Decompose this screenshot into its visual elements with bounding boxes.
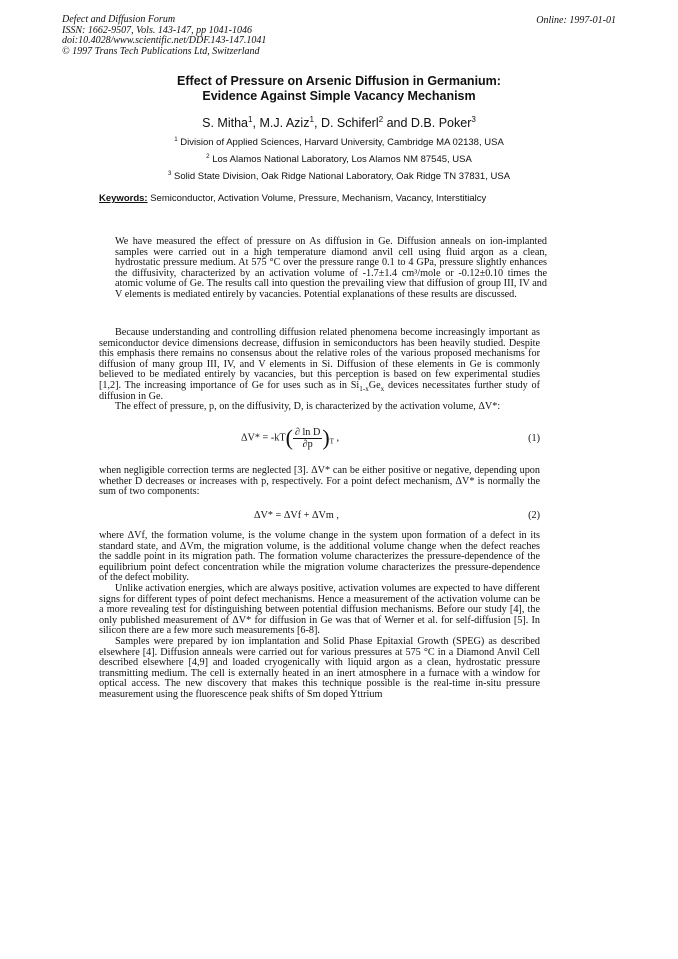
fraction-numerator: ∂ ln D bbox=[294, 426, 321, 438]
author-name: D. Schiferl bbox=[320, 116, 379, 130]
affiliation-number: 3 bbox=[167, 169, 172, 177]
affiliation-3 bbox=[0, 171, 678, 182]
author-separator: , bbox=[252, 116, 260, 130]
copyright-line: © 1997 Trans Tech Publications Ltd, Switzerland bbox=[62, 45, 260, 57]
paragraph-5: Unlike activation energies, which are always positive, activation volumes are expected to have different signs for different types of point defect mechanisms. Hence a measurement of the activation volume can be a more revealing test for distinguishing between potential diffusion mechanisms. Before our study [4], the only published measurement of ΔV* for diffusion in Ge was that of Werner et al. for self-diffusion [5]. In silicon there are a few more such measurements [6-8]. bbox=[99, 582, 540, 637]
title-line-1: Effect of Pressure on Arsenic Diffusion in Germanium: bbox=[177, 74, 501, 88]
author-name: D.B. Poker bbox=[410, 116, 472, 130]
journal-name: Defect and Diffusion Forum bbox=[62, 14, 176, 25]
keywords-text: Semiconductor, Activation Volume, Pressure, Mechanism, Vacancy, Interstitialcy bbox=[150, 193, 487, 204]
left-paren-icon: ( bbox=[285, 425, 293, 450]
remaining-body bbox=[99, 531, 540, 701]
issn-line: ISSN: 1662-9507, Vols. 143-147, pp 1041-1046 bbox=[62, 24, 252, 36]
paragraph-1-text: Because understanding and controlling diffusion related phenomena become increasingly important as semiconductor device dimensions decrease, diffusion in semiconductors has been heavily studied. Despite this emphasis there remains no consensus about the relative roles of the various proposed mechanisms for diffusion of many group III, IV, and V elements in Si. Diffusion of these elements in Ge is commonly believed to be mediated entirely by vacancies, but this perception is based on few experimental studies [1,2]. The increasing importance of Ge for uses such as in Si bbox=[99, 327, 540, 391]
author-separator: and bbox=[383, 116, 411, 130]
equation-2-body: ΔV* = ΔVf + ΔVm , bbox=[254, 510, 339, 521]
equation-tail: , bbox=[334, 432, 340, 444]
subscript: x bbox=[380, 385, 385, 393]
affiliation-number: 1 bbox=[174, 135, 178, 143]
paragraph-1-end: devices necessitates further study of diffusion in Ge. bbox=[99, 379, 540, 402]
author-affiliation-mark: 1 bbox=[309, 114, 314, 124]
fraction-denominator: ∂p bbox=[302, 438, 313, 450]
paragraph-4: where ΔVf, the formation volume, is the volume change in the system upon formation of a defect in its standard state, and ΔVm, the migration volume, is the additional volume change when the defect reaches the saddle point in its migration path. The formation volume characterizes the pressure-dependence of the equilibrium point defect concentration while the migration volume characterizes the pressure-dependence of the defect mobility. bbox=[99, 530, 540, 584]
title-line-2: Evidence Against Simple Vacancy Mechanism bbox=[202, 89, 476, 103]
author-separator: , bbox=[313, 116, 321, 130]
author-affiliation-mark: 2 bbox=[378, 114, 384, 124]
paper-title bbox=[0, 74, 678, 104]
affiliation-1 bbox=[0, 137, 678, 148]
paragraph-6: Samples were prepared by ion implantation and Solid Phase Epitaxial Growth (SPEG) as described elsewhere [4]. Diffusion anneals were carried out for various pressures at 575 °C in a Diamond Anvil Cell described elsewhere [4,9] and loaded cryogenically with liquid argon as a clean, hydrostatic pressure transmitting medium. The cell is externally heated in an inert atmosphere in a furnace with a window for optical access. The new discovery that makes this technique possible is the real-time in-situ pressure measurement using the fluorescence peak shifts of Sm doped Yttrium bbox=[99, 635, 540, 700]
abstract: We have measured the effect of pressure on As diffusion in Ge. Diffusion anneals on ion-implanted samples were carried out in a high temperature diamond anvil cell using fluid argon as a clean, hydrostatic pressure medium. At 575 °C over the pressure range 0.1 to 4 GPa, pressure slightly enhances the diffusivity, characterized by an activation volume of -1.7±1.4 cm³/mole or -0.12±0.10 times the atomic volume of Ge. The results call into question the prevailing view that diffusion of group III, IV and V elements is mediated entirely by vacancies. Potential explanations of these results are discussed. bbox=[115, 236, 547, 300]
paragraph-3: when negligible correction terms are neglected [3]. ΔV* can be either positive or negative, depending upon whether D decreases or increases with p, respectively. For a point defect mechanism, ΔV* is normally the sum of two components: bbox=[99, 465, 540, 498]
partial-derivative bbox=[293, 427, 322, 450]
online-date: Online: 1997-01-01 bbox=[536, 15, 616, 26]
author-name: M.J. Aziz bbox=[259, 116, 310, 130]
subscript: 1-x bbox=[359, 385, 369, 393]
activation-volume-paragraph bbox=[99, 466, 540, 498]
paragraph-1 bbox=[99, 328, 540, 402]
constant-temperature-subscript: T bbox=[329, 437, 334, 446]
affiliation-text: Division of Applied Sciences, Harvard University, Cambridge MA 02138, USA bbox=[180, 137, 504, 148]
equation-number: (1) bbox=[528, 433, 540, 444]
equation-number: (2) bbox=[528, 510, 540, 521]
affiliation-text: Solid State Division, Oak Ridge National Laboratory, Oak Ridge TN 37831, USA bbox=[174, 171, 511, 182]
author-affiliation-mark: 1 bbox=[247, 114, 253, 124]
element-symbol: Ge bbox=[368, 379, 381, 391]
affiliation-number: 2 bbox=[206, 152, 210, 160]
journal-info bbox=[62, 15, 266, 57]
author-affiliation-mark: 3 bbox=[471, 114, 476, 124]
keywords bbox=[99, 193, 486, 204]
equation-1-body bbox=[241, 425, 339, 451]
equation-lhs: ΔV* = -kT bbox=[241, 432, 286, 444]
affiliation-text: Los Alamos National Laboratory, Los Alamos NM 87545, USA bbox=[212, 154, 472, 165]
doi-line[interactable]: doi:10.4028/www.scientific.net/DDF.143-147.1041 bbox=[62, 35, 267, 47]
keywords-label: Keywords: bbox=[99, 193, 148, 204]
author-name: S. Mitha bbox=[202, 116, 248, 130]
intro-section bbox=[99, 328, 540, 413]
author-list bbox=[0, 116, 678, 130]
affiliation-2 bbox=[0, 154, 678, 165]
right-paren-icon: ) bbox=[322, 425, 330, 450]
paragraph-2: The effect of pressure, p, on the diffusivity, D, is characterized by the activation volume, ΔV*: bbox=[115, 401, 501, 413]
